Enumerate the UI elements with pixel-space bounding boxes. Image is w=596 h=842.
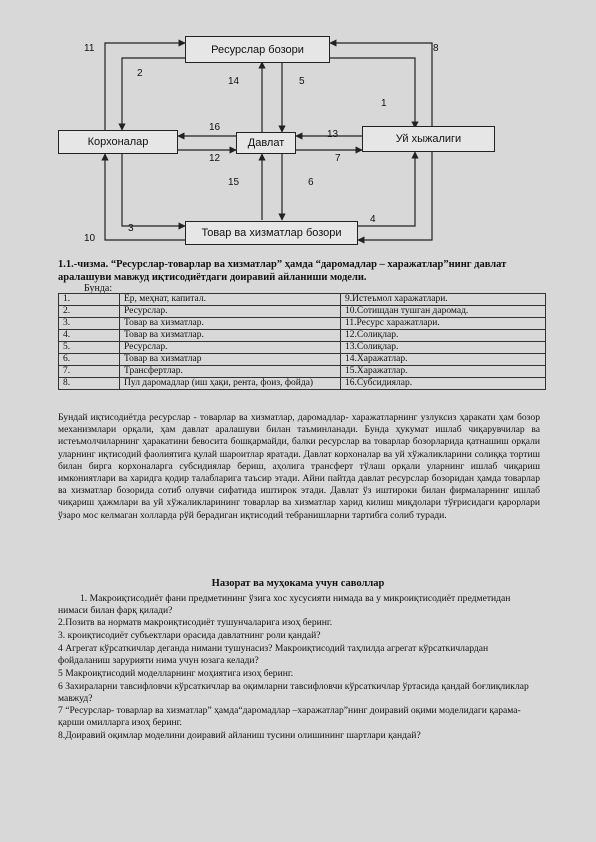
flow-label-7: 7 bbox=[335, 153, 341, 164]
legend-cell-left: Пул даромадлар (иш ҳақи, рента, фоиз, фойда) bbox=[120, 378, 341, 390]
flow-arrow-4 bbox=[358, 152, 415, 226]
flow-label-14: 14 bbox=[228, 76, 240, 87]
question-6: 6 Захираларни тавсифловчи кўрсаткичлар ва оқимларни тавсифловчи кўрсаткичлар ўртасида қандай боғлиқликлар мавжуд? bbox=[58, 681, 529, 704]
legend-cell-n: 3. bbox=[59, 318, 120, 330]
legend-cell-n: 1. bbox=[59, 294, 120, 306]
flow-arrow-8 bbox=[330, 43, 432, 128]
legend-row bbox=[59, 378, 546, 390]
legend-cell-n: 5. bbox=[59, 342, 120, 354]
legend-cell-right: 14.Харажатлар. bbox=[341, 354, 546, 366]
body-paragraph: Бундай иқтисодиётда ресурслар - товарлар ва хизматлар, даромадлар- харажатларнинг узлуксиз ҳаракати ҳам бозор механизмлари орқали, ҳам давлат аралашуви билан таъминланади. Бунда ҳукумат ишлаб чиқарувчилар ва истеъмолчиларнинг ҳаракатини бевосита бошқармайди, балки ресурслар ва товарлар бозорларида қатнашиш орқали уларнинг иқтисодий фаолиятига қулай шароитлар яратади. Давлат корхоналар ва уй хўжаликларини солиққа тортиш билан бирга корхоналарга субсидиялар бериш, аҳолига трансферт тўлаш орқали уларнинг ишлаб чиқариш имкониятлари ва харидга қодир талабларига таъсир этади. Айни пайтда давлат ресурслар бозоридан ҳамда товарлар ва хизматлар бозорида сотиб олувчи сифатида иштирок этади. Давлат ўз иштироки билан фирмаларнинг ишлаб чиқариш ҳажмлари ва уй хўжаликларининг товарлар ва хизматлар харид килиш миқдолари тўғрисидаги қарорлари ўзаро мос келмаган холларда рўй берадиган иқтисодий тебранишларни тартибга солиб туради. bbox=[58, 412, 540, 521]
legend-row bbox=[59, 318, 546, 330]
legend-cell-n: 6. bbox=[59, 354, 120, 366]
legend-cell-n: 7. bbox=[59, 366, 120, 378]
box-state: Давлат bbox=[236, 132, 296, 154]
flow-arrow-3 bbox=[122, 154, 185, 226]
box-resources-market: Ресурслар бозори bbox=[185, 36, 330, 63]
question-7: 7 “Ресурслар- товарлар ва хизматлар” ҳамда“даромадлар –харажатлар”нинг доиравий оқими моделидаги қарама-қарши омилларга изоҳ беринг. bbox=[58, 705, 521, 728]
flow-label-12: 12 bbox=[209, 153, 221, 164]
legend-cell-left: Товар ва хизматлар. bbox=[120, 318, 341, 330]
question-2: 2.Позитв ва норматв макроиқтисодиёт тушунчаларига изоҳ беринг. bbox=[58, 617, 333, 628]
figure-caption: 1.1.-чизма. “Ресурслар-товарлар ва хизматлар” ҳамда “даромадлар – харажатлар”нинг давлат аралашуви мавжуд иқтисодиётдаги доиравий айланиши модели. bbox=[58, 259, 507, 283]
legend-row bbox=[59, 342, 546, 354]
flow-label-4: 4 bbox=[370, 214, 376, 225]
legend-intro: Бунда: bbox=[84, 283, 113, 294]
legend-cell-left: Трансфертлар. bbox=[120, 366, 341, 378]
question-3: 3. кроиқтисодиёт субъектлари орасида давлатнинг роли қандай? bbox=[58, 630, 321, 641]
question-1: 1. Макроиқтисодиёт фани предметининг ўзига хос хусусияти нимада ва у микроиқтисодиёт предметидан нимаси билан фарқ қилади? bbox=[58, 593, 511, 616]
legend-row bbox=[59, 366, 546, 378]
legend-cell-left: Товар ва хизматлар bbox=[120, 354, 341, 366]
question-8: 8.Доиравий оқимлар моделини доиравий айланиш тусини олишининг шартлари қандай? bbox=[58, 730, 421, 741]
box-firms: Корхоналар bbox=[58, 130, 178, 154]
flow-label-16: 16 bbox=[209, 122, 221, 133]
legend-cell-left: Ресурслар. bbox=[120, 342, 341, 354]
legend-row bbox=[59, 354, 546, 366]
legend-cell-n: 2. bbox=[59, 306, 120, 318]
legend-cell-right: 9.Истеъмол харажатлари. bbox=[341, 294, 546, 306]
legend-row bbox=[59, 330, 546, 342]
flow-label-10: 10 bbox=[84, 233, 96, 244]
question-5: 5 Макроиқтисодий моделларнинг моҳиятига изоҳ беринг. bbox=[58, 668, 294, 679]
legend-table bbox=[58, 293, 546, 390]
legend-cell-right: 13.Солиқлар. bbox=[341, 342, 546, 354]
flow-arrow-2 bbox=[122, 58, 185, 130]
flow-arrow-9 bbox=[358, 152, 432, 240]
legend-cell-right: 10.Сотишдан тушган даромад. bbox=[341, 306, 546, 318]
flow-label-15: 15 bbox=[228, 177, 240, 188]
legend-row bbox=[59, 306, 546, 318]
legend-cell-n: 4. bbox=[59, 330, 120, 342]
legend-cell-right: 15.Харажатлар. bbox=[341, 366, 546, 378]
flow-arrow-10 bbox=[105, 154, 185, 240]
box-households: Уй хыжалиги bbox=[362, 126, 495, 152]
flow-arrow-11 bbox=[105, 43, 185, 130]
flow-arrow-1 bbox=[330, 58, 415, 128]
legend-cell-right: 16.Субсидиялар. bbox=[341, 378, 546, 390]
flow-label-2: 2 bbox=[137, 68, 143, 79]
flow-label-1: 1 bbox=[381, 98, 387, 109]
legend-cell-left: Ресурслар. bbox=[120, 306, 341, 318]
flow-label-11: 11 bbox=[84, 43, 95, 54]
flow-label-6: 6 bbox=[308, 177, 314, 188]
legend-cell-n: 8. bbox=[59, 378, 120, 390]
legend-row bbox=[59, 294, 546, 306]
legend-cell-right: 11.Ресурс харажатлари. bbox=[341, 318, 546, 330]
flow-label-3: 3 bbox=[128, 223, 134, 234]
box-goods-market: Товар ва хизматлар бозори bbox=[185, 221, 358, 245]
flow-label-13: 13 bbox=[327, 129, 339, 140]
legend-cell-left: Ер, меҳнат, капитал. bbox=[120, 294, 341, 306]
legend-cell-left: Товар ва хизматлар. bbox=[120, 330, 341, 342]
legend-cell-right: 12.Солиқлар. bbox=[341, 330, 546, 342]
flow-label-8: 8 bbox=[433, 43, 439, 54]
questions-title: Назорат ва муҳокама учун саволлар bbox=[211, 578, 385, 589]
question-4: 4 Агрегат кўрсаткичлар деганда нимани тушунасиз? Макроиқтисодий таҳлилда агрегат кўрсаткичлардан фойдаланиш зарурияти нима учун юзага келади? bbox=[58, 643, 489, 666]
flow-label-5: 5 bbox=[299, 76, 305, 87]
